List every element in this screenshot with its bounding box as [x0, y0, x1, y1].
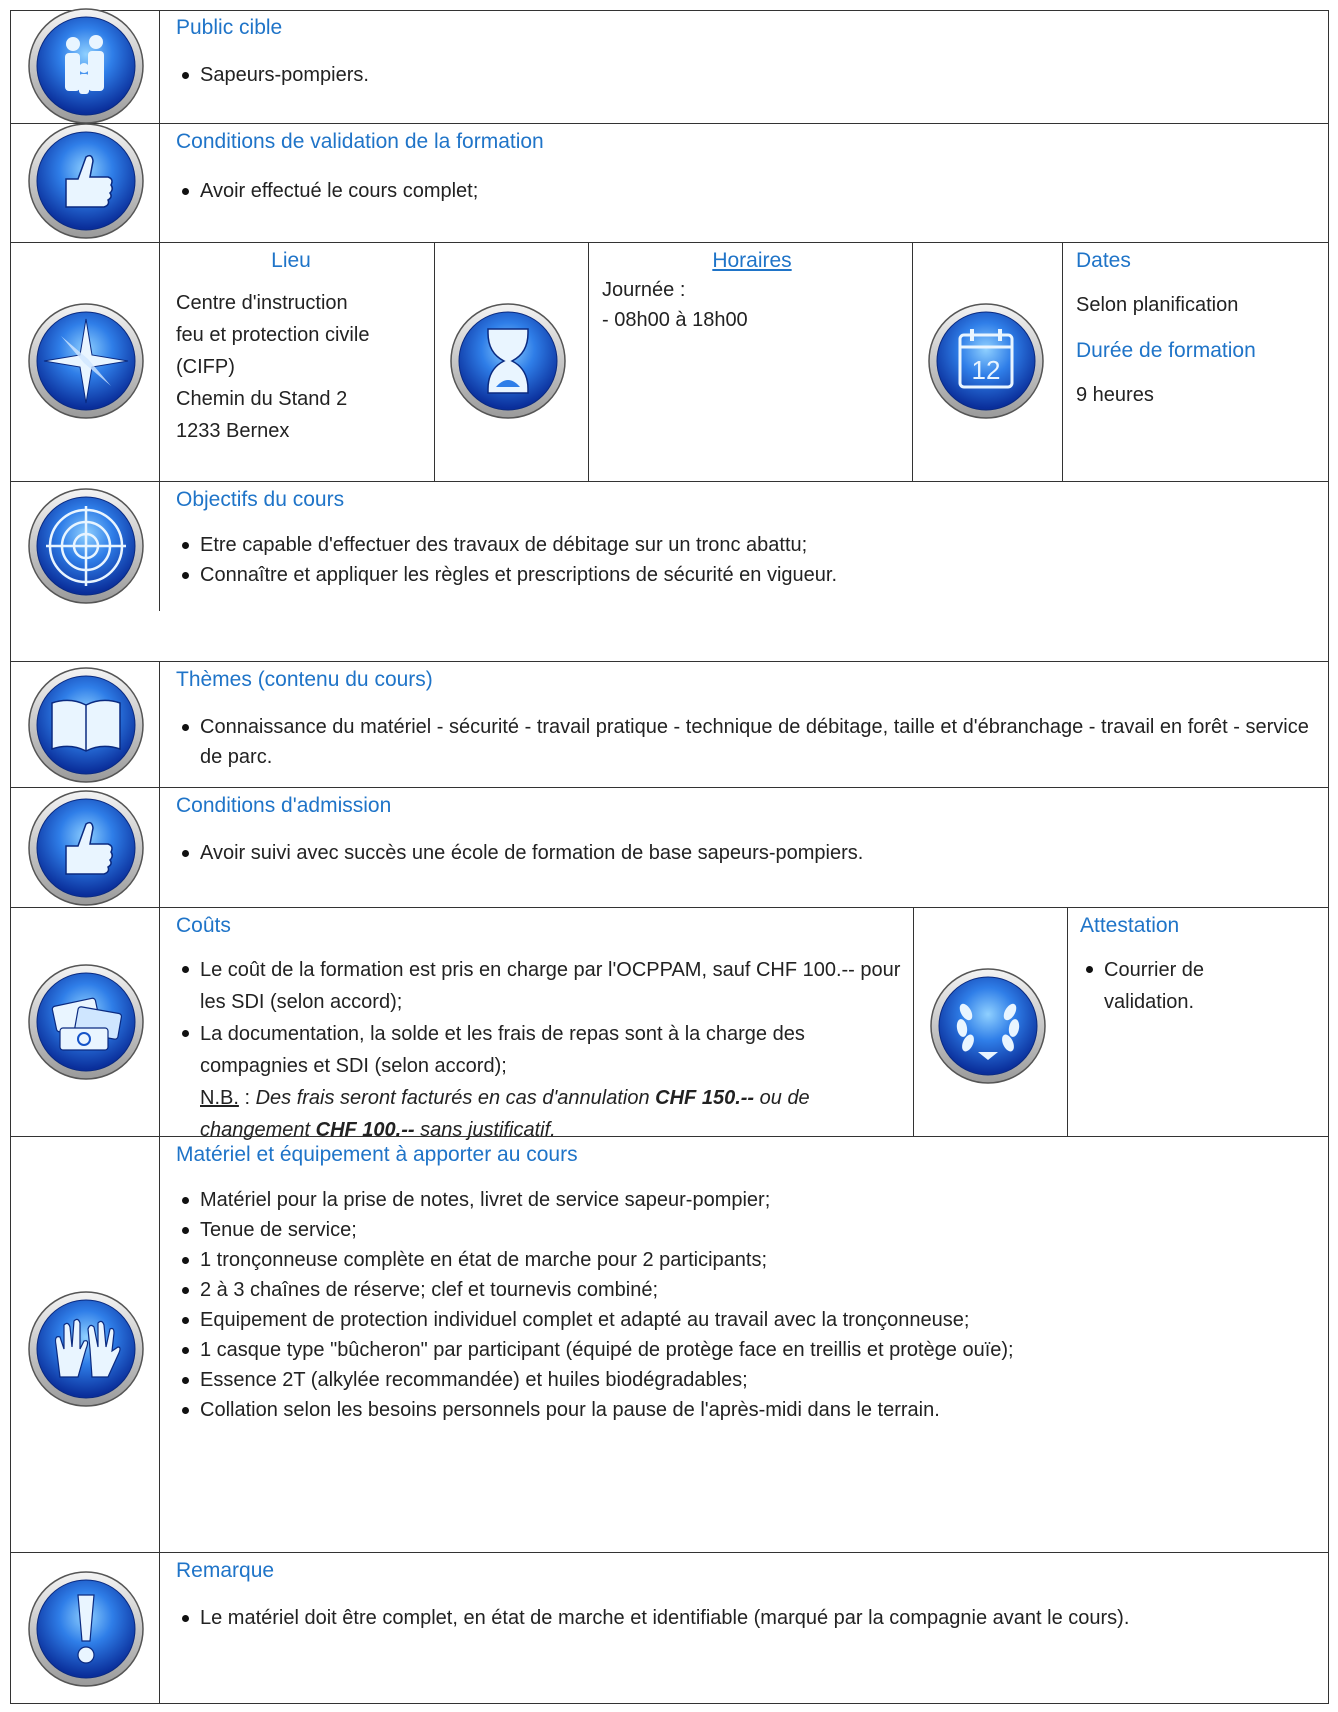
- list-item: Collation selon les besoins personnels pour la pause de l'après-midi dans le terrain.: [176, 1395, 1309, 1425]
- laurel-icon: [928, 966, 1048, 1086]
- row-lieu-horaires-dates: [10, 242, 1329, 481]
- row-materiel: [10, 1136, 1329, 1552]
- dates-value: Selon planification: [1076, 294, 1239, 316]
- section-title: Remarque: [176, 1559, 275, 1582]
- section-title: Coûts: [176, 914, 231, 937]
- nb-amount: CHF 100.--: [315, 1119, 415, 1141]
- icon-cell: [10, 662, 160, 787]
- list-item: Le coût de la formation est pris en charge par l'OCPPAM, sauf CHF 100.-- pour les SDI (selon accord);: [176, 954, 906, 1018]
- icon-cell: [10, 10, 160, 123]
- section-title: Objectifs du cours: [176, 488, 345, 511]
- list-item: Essence 2T (alkylée recommandée) et huiles biodégradables;: [176, 1365, 1309, 1395]
- duration-value: 9 heures: [1076, 384, 1154, 406]
- thumbs-up-icon: [26, 788, 146, 908]
- icon-cell: [10, 788, 160, 907]
- money-icon: [26, 962, 146, 1082]
- dates-title: Dates: [1076, 249, 1131, 272]
- address-line: feu et protection civile: [176, 324, 370, 346]
- dates-cell: [1076, 247, 1316, 411]
- list-item: Tenue de service;: [176, 1215, 1309, 1245]
- list-item: Avoir effectué le cours complet;: [176, 176, 1309, 206]
- nb-sep: :: [238, 1087, 256, 1109]
- icon-cell: [10, 1137, 160, 1552]
- horaires-line: - 08h00 à 18h00: [602, 309, 748, 331]
- list-item: Le matériel doit être complet, en état de marche et identifiable (marqué par la compagnie avant le cours).: [176, 1603, 1309, 1633]
- calendar-day: 12: [971, 355, 1001, 385]
- horaires-line: Journée :: [602, 279, 686, 301]
- nb-text: sans justificatif.: [414, 1119, 556, 1141]
- divider: [588, 243, 589, 481]
- nb-amount: CHF 150.--: [655, 1087, 755, 1109]
- icon-cell: [10, 482, 160, 611]
- compass-icon: [26, 301, 146, 421]
- nb-text: ou de changement: [200, 1087, 810, 1141]
- list-item: Sapeurs-pompiers.: [176, 60, 1309, 90]
- row-objectifs: [10, 481, 1329, 611]
- duration-title: Durée de formation: [1076, 339, 1256, 362]
- list-item: Courrier de validation.: [1080, 954, 1254, 1018]
- hourglass-icon: [448, 301, 568, 421]
- icon-cell: [10, 124, 160, 242]
- address-line: Chemin du Stand 2: [176, 388, 348, 410]
- row-remarque: [10, 1552, 1329, 1704]
- couts-cell: [176, 912, 906, 1146]
- list-item: Avoir suivi avec succès une école de formation de base sapeurs-pompiers.: [176, 838, 1309, 868]
- icon-cell: [10, 908, 160, 1136]
- list-item: La documentation, la solde et les frais de repas sont à la charge des compagnies et SDI (selon accord);: [176, 1018, 906, 1082]
- row-couts-attestation: [10, 907, 1329, 1141]
- divider: [1067, 908, 1068, 1136]
- list-item: Matériel pour la prise de notes, livret de service sapeur-pompier;: [176, 1185, 1309, 1215]
- calendar-icon: [926, 301, 1046, 421]
- gloves-icon: [26, 1289, 146, 1409]
- thumbs-up-icon: [26, 121, 146, 241]
- horaires-title: Horaires: [712, 249, 792, 272]
- people-icon: [26, 6, 146, 126]
- section-title: Conditions de validation de la formation: [176, 130, 544, 153]
- section-title: Conditions d'admission: [176, 794, 392, 817]
- nb-text: Des frais seront facturés en cas d'annulation: [255, 1087, 656, 1109]
- list-item: Connaissance du matériel - sécurité - travail pratique - technique de débitage, taille et d'ébranchage - travail en forêt - service de parc.: [176, 712, 1309, 772]
- section-title: Public cible: [176, 16, 283, 39]
- address-line: (CIFP): [176, 356, 235, 378]
- divider: [913, 908, 914, 1136]
- list-item: Etre capable d'effectuer des travaux de débitage sur un tronc abattu;: [176, 530, 1309, 560]
- attestation-cell: [1080, 912, 1310, 1018]
- lieu-title: Lieu: [271, 249, 311, 272]
- target-icon: [26, 486, 146, 606]
- section-title: Attestation: [1080, 914, 1180, 937]
- nb-label: N.B.: [200, 1087, 239, 1109]
- divider: [912, 243, 913, 481]
- list-item: 1 casque type "bûcheron" par participant (équipé de protège face en treillis et protège ouïe);: [176, 1335, 1309, 1365]
- section-title: Thèmes (contenu du cours): [176, 668, 433, 691]
- list-item: 2 à 3 chaînes de réserve; clef et tournevis combiné;: [176, 1275, 1309, 1305]
- icon-cell: [10, 243, 160, 481]
- address-line: 1233 Bernex: [176, 420, 290, 442]
- divider: [434, 243, 435, 481]
- divider: [1062, 243, 1063, 481]
- address-line: Centre d'instruction: [176, 292, 348, 314]
- horaires-cell: [602, 247, 902, 335]
- lieu-address: [176, 287, 426, 447]
- section-title: Matériel et équipement à apporter au cours: [176, 1143, 578, 1166]
- exclamation-icon: [26, 1569, 146, 1689]
- book-icon: [26, 665, 146, 785]
- row-validation: [10, 123, 1329, 242]
- row-admission: [10, 787, 1329, 907]
- lieu-cell: [176, 247, 426, 447]
- list-item: 1 tronçonneuse complète en état de marche pour 2 participants;: [176, 1245, 1309, 1275]
- row-public: [10, 10, 1329, 123]
- list-item: Equipement de protection individuel complet et adapté au travail avec la tronçonneuse;: [176, 1305, 1309, 1335]
- row-themes: [10, 661, 1329, 787]
- icon-cell: [10, 1553, 160, 1704]
- list-item: Connaître et appliquer les règles et prescriptions de sécurité en vigueur.: [176, 560, 1309, 590]
